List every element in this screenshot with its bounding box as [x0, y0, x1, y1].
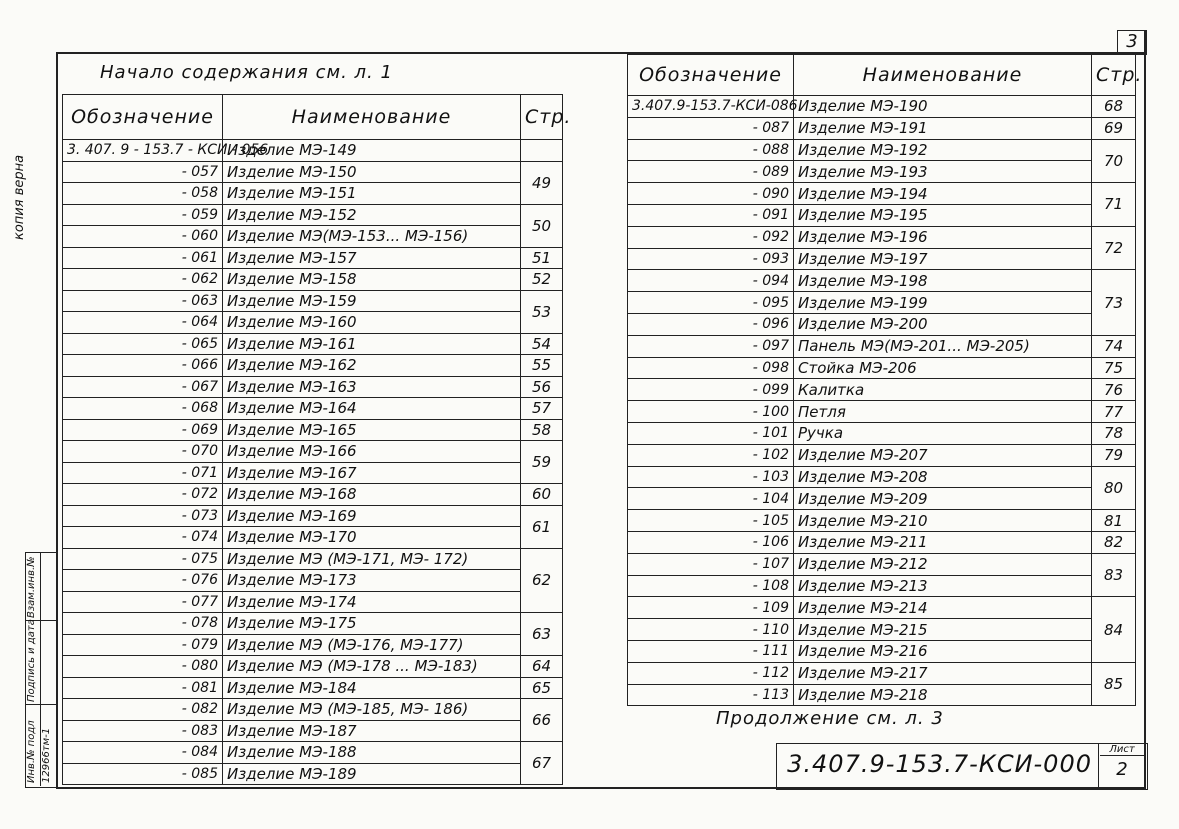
table-row	[63, 527, 563, 549]
row-designation: - 111	[628, 640, 794, 662]
row-name: Изделие МЭ-157	[223, 247, 521, 269]
row-page: 71	[1092, 183, 1136, 227]
row-designation: - 107	[628, 553, 794, 575]
row-page: 49	[521, 161, 563, 204]
row-designation: - 072	[63, 484, 223, 506]
table-row	[63, 376, 563, 398]
table-row	[628, 139, 1136, 161]
table-row	[628, 510, 1136, 532]
table-row	[63, 591, 563, 613]
row-name: Изделие МЭ-173	[223, 570, 521, 592]
row-name: Изделие МЭ(МЭ-153... МЭ-156)	[223, 226, 521, 248]
row-name: Изделие МЭ-188	[223, 742, 521, 764]
row-designation: - 078	[63, 613, 223, 635]
table-row	[63, 505, 563, 527]
row-page: 57	[521, 398, 563, 420]
row-designation: - 087	[628, 117, 794, 139]
table-row	[628, 401, 1136, 423]
table-row	[628, 619, 1136, 641]
row-designation: - 083	[63, 720, 223, 742]
row-page: 83	[1092, 553, 1136, 597]
row-designation: - 071	[63, 462, 223, 484]
table-row	[63, 634, 563, 656]
row-designation: - 103	[628, 466, 794, 488]
row-name: Изделие МЭ-210	[794, 510, 1092, 532]
row-name: Изделие МЭ-164	[223, 398, 521, 420]
row-page: 76	[1092, 379, 1136, 401]
row-name: Петля	[794, 401, 1092, 423]
row-designation: - 113	[628, 684, 794, 706]
row-name: Изделие МЭ-175	[223, 613, 521, 635]
row-designation: - 090	[628, 183, 794, 205]
table-row	[63, 548, 563, 570]
page-number: 3	[1117, 30, 1147, 55]
row-name: Изделие МЭ-215	[794, 619, 1092, 641]
row-designation: - 088	[628, 139, 794, 161]
row-name: Изделие МЭ-192	[794, 139, 1092, 161]
table-row	[628, 248, 1136, 270]
row-designation: 3. 407. 9 - 153.7 - КСИ - 056	[63, 140, 223, 162]
row-name: Изделие МЭ-191	[794, 117, 1092, 139]
table-row	[63, 247, 563, 269]
table-row	[628, 335, 1136, 357]
row-designation: 3.407.9-153.7-КСИ-086	[628, 96, 794, 118]
copy-verified-note: копия верна	[12, 154, 27, 240]
row-page: 61	[521, 505, 563, 548]
left-heading: Начало содержания см. л. 1	[100, 62, 393, 83]
row-name: Изделие МЭ-165	[223, 419, 521, 441]
row-name: Изделие МЭ-212	[794, 553, 1092, 575]
row-page: 59	[521, 441, 563, 484]
row-name: Изделие МЭ-190	[794, 96, 1092, 118]
row-designation: - 084	[63, 742, 223, 764]
right-header-name: Наименование	[794, 55, 1092, 96]
row-designation: - 074	[63, 527, 223, 549]
row-designation: - 059	[63, 204, 223, 226]
table-row	[63, 677, 563, 699]
row-designation: - 076	[63, 570, 223, 592]
table-row	[63, 484, 563, 506]
row-designation: - 093	[628, 248, 794, 270]
row-designation: - 098	[628, 357, 794, 379]
row-designation: - 108	[628, 575, 794, 597]
row-page: 63	[521, 613, 563, 656]
signature-date-label: Подпись и дата	[26, 619, 37, 702]
table-row	[628, 379, 1136, 401]
frame-right-line	[1144, 30, 1146, 790]
row-page: 80	[1092, 466, 1136, 510]
row-designation: - 097	[628, 335, 794, 357]
row-designation: - 082	[63, 699, 223, 721]
table-row	[628, 444, 1136, 466]
right-spec-table	[627, 54, 1143, 706]
row-name: Изделие МЭ-198	[794, 270, 1092, 292]
table-row	[63, 290, 563, 312]
row-name: Изделие МЭ (МЭ-176, МЭ-177)	[223, 634, 521, 656]
row-designation: - 089	[628, 161, 794, 183]
table-row	[63, 613, 563, 635]
row-name: Изделие МЭ-158	[223, 269, 521, 291]
row-page: 54	[521, 333, 563, 355]
row-page: 51	[521, 247, 563, 269]
left-header-designation: Обозначение	[63, 95, 223, 140]
row-name: Изделие МЭ-161	[223, 333, 521, 355]
left-spec-table	[62, 94, 572, 785]
table-row	[63, 226, 563, 248]
document-code: 3.407.9-153.7-КСИ-000	[787, 750, 1092, 778]
row-page: 50	[521, 204, 563, 247]
table-row	[628, 553, 1136, 575]
row-designation: - 067	[63, 376, 223, 398]
table-row	[628, 161, 1136, 183]
row-page: 60	[521, 484, 563, 506]
continued-note: Продолжение см. л. 3	[716, 708, 944, 729]
table-row	[63, 161, 563, 183]
row-name: Изделие МЭ-159	[223, 290, 521, 312]
table-row	[628, 183, 1136, 205]
table-row	[628, 597, 1136, 619]
row-name: Изделие МЭ-217	[794, 662, 1092, 684]
table-row	[628, 292, 1136, 314]
table-row	[628, 422, 1136, 444]
row-designation: - 079	[63, 634, 223, 656]
row-designation: - 095	[628, 292, 794, 314]
row-designation: - 060	[63, 226, 223, 248]
row-name: Изделие МЭ-168	[223, 484, 521, 506]
row-designation: - 091	[628, 204, 794, 226]
row-name: Изделие МЭ-163	[223, 376, 521, 398]
row-designation: - 105	[628, 510, 794, 532]
row-name: Изделие МЭ-195	[794, 204, 1092, 226]
row-name: Изделие МЭ (МЭ-178 ... МЭ-183)	[223, 656, 521, 678]
table-row	[63, 398, 563, 420]
table-row	[63, 699, 563, 721]
row-page: 68	[1092, 96, 1136, 118]
table-row	[63, 355, 563, 377]
row-designation: - 102	[628, 444, 794, 466]
row-name: Панель МЭ(МЭ-201... МЭ-205)	[794, 335, 1092, 357]
row-name: Изделие МЭ-216	[794, 640, 1092, 662]
row-designation: - 062	[63, 269, 223, 291]
inventory-no-label: Инв.№ подл	[26, 720, 37, 783]
table-row	[63, 720, 563, 742]
row-page: 66	[521, 699, 563, 742]
row-page: 62	[521, 548, 563, 613]
sheet-number: 2	[1116, 759, 1128, 780]
row-name: Изделие МЭ-200	[794, 313, 1092, 335]
row-name: Изделие МЭ-151	[223, 183, 521, 205]
row-designation: - 112	[628, 662, 794, 684]
row-page: 56	[521, 376, 563, 398]
row-name: Изделие МЭ-162	[223, 355, 521, 377]
row-name: Изделие МЭ-209	[794, 488, 1092, 510]
row-name: Изделие МЭ-166	[223, 441, 521, 463]
row-designation: - 066	[63, 355, 223, 377]
table-row	[63, 742, 563, 764]
row-designation: - 085	[63, 763, 223, 785]
row-designation: - 073	[63, 505, 223, 527]
row-page: 81	[1092, 510, 1136, 532]
replace-inv-label: Взам.инв.№	[26, 556, 37, 618]
table-row	[63, 441, 563, 463]
table-row	[628, 313, 1136, 335]
row-name: Изделие МЭ-184	[223, 677, 521, 699]
row-page: 52	[521, 269, 563, 291]
row-name: Изделие МЭ-214	[794, 597, 1092, 619]
row-designation: - 068	[63, 398, 223, 420]
table-row	[63, 312, 563, 334]
row-designation: - 064	[63, 312, 223, 334]
row-designation: - 101	[628, 422, 794, 444]
row-designation: - 099	[628, 379, 794, 401]
row-designation: - 065	[63, 333, 223, 355]
row-name: Изделие МЭ-199	[794, 292, 1092, 314]
row-designation: - 094	[628, 270, 794, 292]
table-row	[628, 575, 1136, 597]
row-page: 69	[1092, 117, 1136, 139]
row-name: Изделие МЭ-218	[794, 684, 1092, 706]
row-name: Изделие МЭ (МЭ-171, МЭ- 172)	[223, 548, 521, 570]
table-row	[63, 656, 563, 678]
row-page: 53	[521, 290, 563, 333]
row-page: 65	[521, 677, 563, 699]
row-page: 73	[1092, 270, 1136, 335]
row-name: Изделие МЭ-169	[223, 505, 521, 527]
row-name: Изделие МЭ-207	[794, 444, 1092, 466]
row-page: 72	[1092, 226, 1136, 270]
row-name: Изделие МЭ-213	[794, 575, 1092, 597]
row-page: 79	[1092, 444, 1136, 466]
row-page: 75	[1092, 357, 1136, 379]
row-designation: - 063	[63, 290, 223, 312]
table-row	[628, 684, 1136, 706]
row-designation: - 070	[63, 441, 223, 463]
row-designation: - 110	[628, 619, 794, 641]
row-name: Изделие МЭ-170	[223, 527, 521, 549]
right-header-page: Стр.	[1092, 55, 1136, 96]
row-name: Изделие МЭ-196	[794, 226, 1092, 248]
row-designation: - 077	[63, 591, 223, 613]
right-header-designation: Обозначение	[628, 55, 794, 96]
sheet-label: Лист	[1100, 744, 1144, 756]
row-page: 84	[1092, 597, 1136, 662]
row-name: Изделие МЭ-189	[223, 763, 521, 785]
row-designation: - 100	[628, 401, 794, 423]
table-row	[628, 466, 1136, 488]
row-designation: - 075	[63, 548, 223, 570]
table-row	[63, 570, 563, 592]
row-name: Изделие МЭ-167	[223, 462, 521, 484]
table-row	[628, 117, 1136, 139]
left-header-name: Наименование	[223, 95, 521, 140]
table-row	[628, 204, 1136, 226]
row-designation: - 069	[63, 419, 223, 441]
table-row	[628, 662, 1136, 684]
row-page: 82	[1092, 531, 1136, 553]
table-row	[628, 226, 1136, 248]
row-name: Изделие МЭ (МЭ-185, МЭ- 186)	[223, 699, 521, 721]
row-name: Изделие МЭ-160	[223, 312, 521, 334]
row-page: 58	[521, 419, 563, 441]
table-row	[628, 488, 1136, 510]
table-row	[628, 96, 1136, 118]
row-page: 64	[521, 656, 563, 678]
row-name: Изделие МЭ-174	[223, 591, 521, 613]
row-name: Изделие МЭ-187	[223, 720, 521, 742]
row-name: Изделие МЭ-150	[223, 161, 521, 183]
row-name: Изделие МЭ-208	[794, 466, 1092, 488]
row-designation: - 058	[63, 183, 223, 205]
row-name: Изделие МЭ-197	[794, 248, 1092, 270]
row-page: 78	[1092, 422, 1136, 444]
row-page: 70	[1092, 139, 1136, 183]
row-name: Изделие МЭ-211	[794, 531, 1092, 553]
row-designation: - 092	[628, 226, 794, 248]
row-name: Стойка МЭ-206	[794, 357, 1092, 379]
row-page	[521, 140, 563, 162]
row-designation: - 106	[628, 531, 794, 553]
table-row	[63, 140, 563, 162]
table-row	[63, 204, 563, 226]
left-header-page: Стр.	[521, 95, 563, 140]
row-designation: - 109	[628, 597, 794, 619]
table-row	[63, 419, 563, 441]
inventory-no-value: 12966тм-1	[41, 727, 52, 783]
table-row	[63, 462, 563, 484]
table-row	[63, 269, 563, 291]
table-row	[628, 640, 1136, 662]
row-name: Изделие МЭ-152	[223, 204, 521, 226]
table-row	[628, 531, 1136, 553]
row-page: 67	[521, 742, 563, 785]
row-name: Изделие МЭ-193	[794, 161, 1092, 183]
row-page: 85	[1092, 662, 1136, 706]
row-designation: - 104	[628, 488, 794, 510]
side-stamp-rule-2	[25, 704, 56, 705]
row-name: Калитка	[794, 379, 1092, 401]
table-row	[628, 270, 1136, 292]
row-designation: - 080	[63, 656, 223, 678]
row-designation: - 096	[628, 313, 794, 335]
table-row	[628, 357, 1136, 379]
row-page: 55	[521, 355, 563, 377]
row-name: Изделие МЭ-194	[794, 183, 1092, 205]
table-row	[63, 183, 563, 205]
row-name: Изделие МЭ-149	[223, 140, 521, 162]
row-name: Ручка	[794, 422, 1092, 444]
table-row	[63, 333, 563, 355]
row-page: 77	[1092, 401, 1136, 423]
row-designation: - 057	[63, 161, 223, 183]
row-page: 74	[1092, 335, 1136, 357]
row-designation: - 081	[63, 677, 223, 699]
row-designation: - 061	[63, 247, 223, 269]
table-row	[63, 763, 563, 785]
